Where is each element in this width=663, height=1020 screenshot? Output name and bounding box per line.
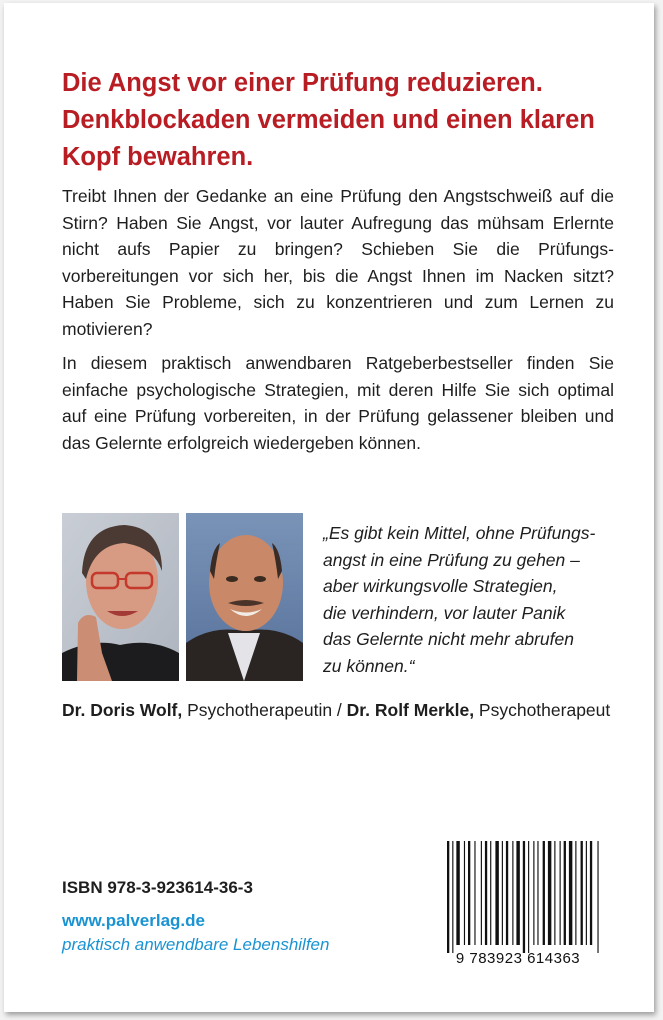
barcode-bar: [516, 841, 519, 945]
barcode-bar: [481, 841, 482, 945]
barcode-bar: [537, 841, 538, 945]
barcode-bar: [586, 841, 587, 945]
barcode-bar: [502, 841, 503, 945]
barcode-bar: [569, 841, 572, 945]
author-1-name: Dr. Doris Wolf,: [62, 700, 183, 720]
isbn-number: ISBN 978-3-923614-36-3: [62, 878, 253, 897]
barcode-bar: [554, 841, 555, 945]
barcode-bar: [523, 841, 525, 953]
author-quote: [323, 520, 623, 679]
quote-line-6: zu können.“: [323, 655, 415, 676]
barcode-bar: [474, 841, 475, 945]
description-paragraph: In diesem praktisch anwendbaren Ratgeberbestseller finden Sie einfache psychologische Strategien, mit deren Hilfe Sie sich optimal auf eine Prüfung vorbereiten, in der Prüfung gelassener bleiben und das Gelernte erfolgreich wiedergeben können.: [62, 353, 614, 453]
quote-line-2: angst in eine Prüfung zu gehen –: [323, 549, 580, 570]
barcode-bar: [590, 841, 592, 945]
quote-line-3: aber wirkungsvolle Strategien,: [323, 576, 558, 596]
barcode-bar: [597, 841, 598, 953]
publisher-tagline: praktisch anwendbare Lebenshilfen: [62, 935, 330, 954]
author-photo-rolf-merkle: [186, 513, 303, 681]
quote-line-5: das Gelernte nicht mehr abrufen: [323, 629, 574, 649]
barcode-bar: [495, 841, 498, 945]
barcode-bar: [512, 841, 513, 945]
author-2-role: Psychotherapeut: [474, 700, 611, 720]
headline-line-3: Kopf bewahren.: [62, 143, 254, 171]
headline: [62, 65, 622, 176]
barcode-bar: [581, 841, 583, 945]
barcode-bar: [485, 841, 487, 945]
barcode-graphic: [429, 837, 607, 967]
barcode-bar: [575, 841, 576, 945]
headline-line-2: Denkblockaden vermeiden und einen klaren: [62, 106, 595, 134]
author-photo-doris-wolf: [62, 513, 179, 681]
isbn-barcode: [429, 837, 607, 967]
barcode-bar: [564, 841, 566, 945]
barcode-bar: [560, 841, 561, 945]
barcode-bar: [548, 841, 551, 945]
barcode-bars: [447, 841, 599, 953]
quote-line-1: „Es gibt kein Mittel, ohne Prüfungs-: [323, 523, 596, 543]
author-1-role: Psychotherapeutin /: [182, 700, 347, 720]
barcode-bar: [490, 841, 491, 945]
barcode-bar: [506, 841, 508, 945]
book-back-cover: [4, 3, 654, 1012]
author-credits: [62, 700, 632, 721]
barcode-digits: 9 783923 614363: [455, 950, 581, 967]
barcode-bar: [447, 841, 449, 953]
barcode-bar: [528, 841, 529, 953]
publisher-website-link[interactable]: www.palverlag.de: [62, 911, 205, 930]
barcode-bar: [456, 841, 459, 945]
barcode-bar: [543, 841, 545, 945]
barcode-bar: [533, 841, 534, 945]
barcode-bar: [464, 841, 465, 945]
author-2-name: Dr. Rolf Merkle,: [346, 700, 475, 720]
barcode-bar: [468, 841, 470, 945]
headline-line-1: Die Angst vor einer Prüfung reduzieren.: [62, 69, 543, 97]
quote-line-4: die verhindern, vor lauter Panik: [323, 602, 566, 623]
barcode-bar: [452, 841, 453, 953]
intro-paragraph: Treibt Ihnen der Gedanke an eine Prüfung den Angstschweiß auf die Stirn? Haben Sie Angst, vor lauter Aufregung das mühsam Erlernte nicht aufs Papier zu bringen? Schieben Sie die Prüfungsvorbereitungen vor sich her, bis die Angst Ihnen im Nacken sitzt? Haben Sie Probleme, sich zu konzentrieren und zum Lernen zu motivieren?: [62, 186, 614, 339]
